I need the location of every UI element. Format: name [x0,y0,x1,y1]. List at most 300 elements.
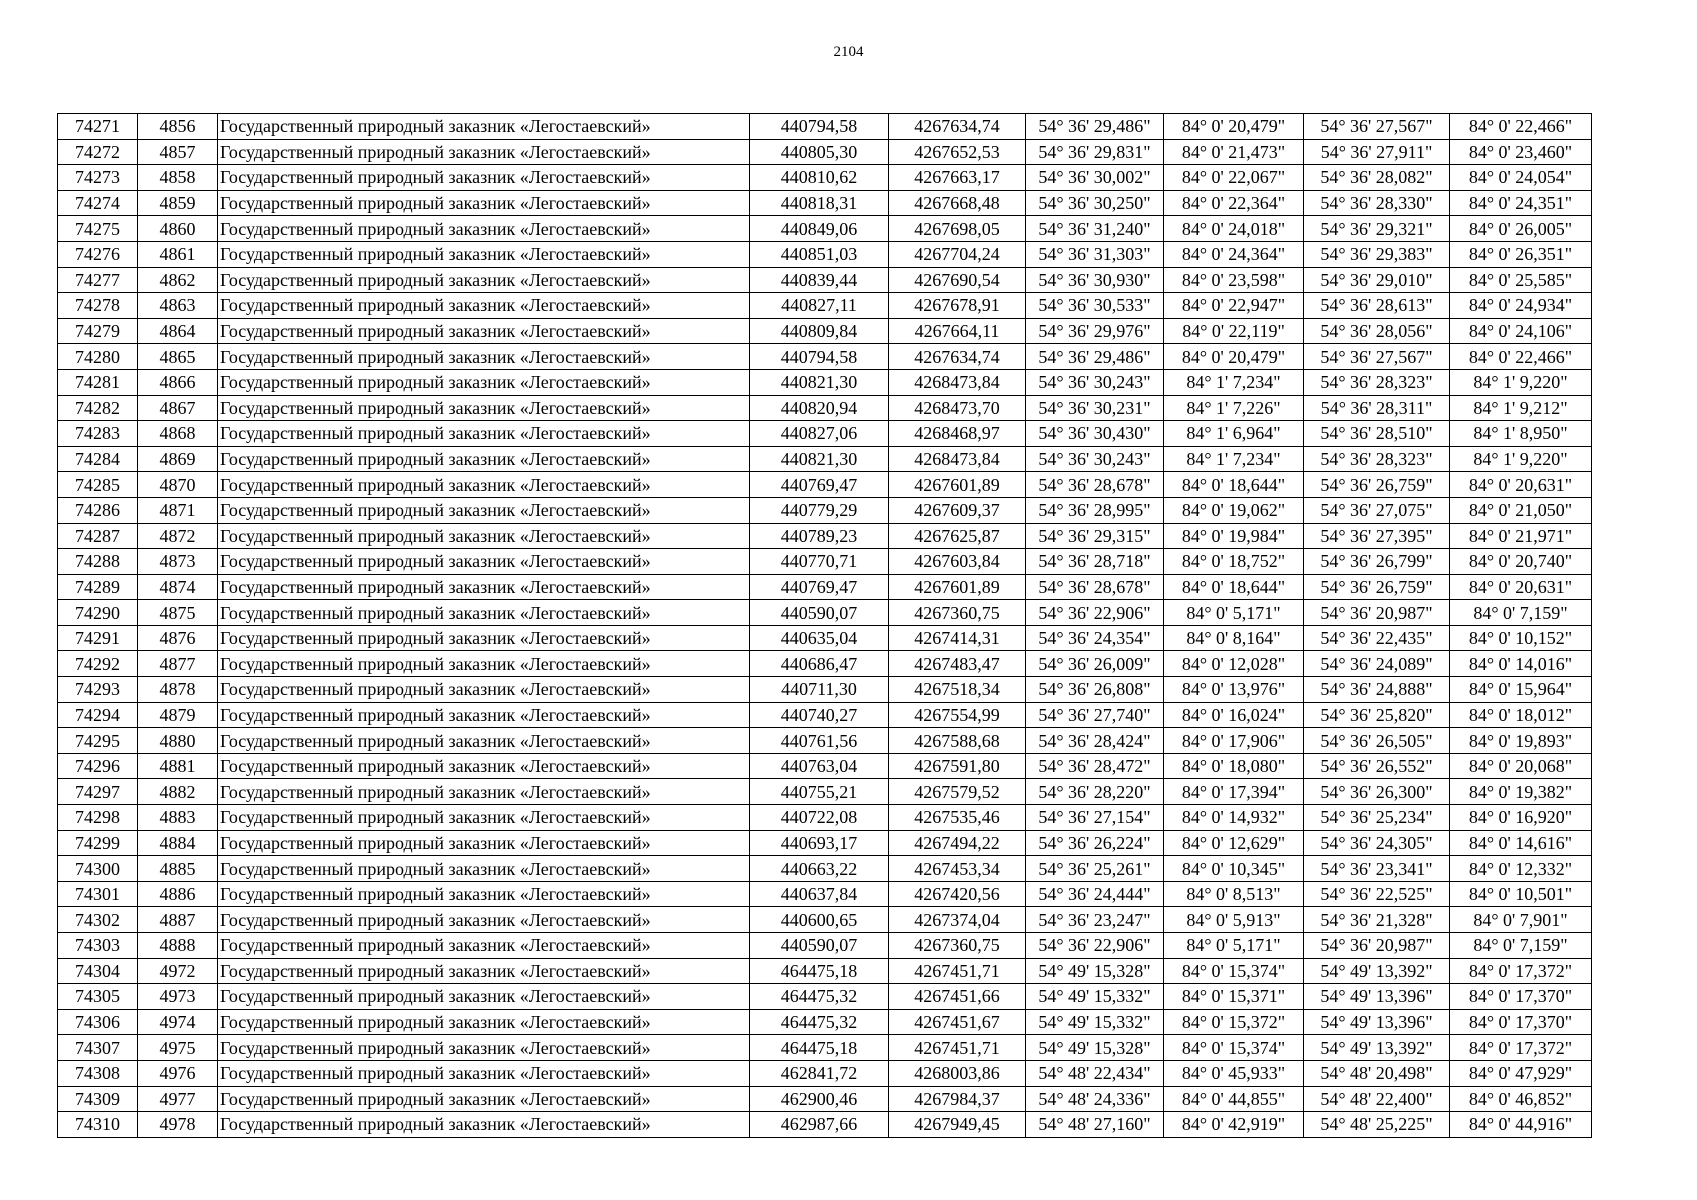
longitude-1-cell: 84° 0' 22,119" [1164,318,1304,344]
longitude-1-cell: 84° 0' 17,394" [1164,779,1304,805]
point-number-cell: 4858 [138,165,218,191]
latitude-1-cell: 54° 36' 28,678" [1026,574,1164,600]
coord-x-cell: 440794,58 [750,344,889,370]
point-number-cell: 4859 [138,190,218,216]
longitude-1-cell: 84° 0' 42,919" [1164,1112,1304,1138]
coord-y-cell: 4267664,11 [889,318,1026,344]
longitude-2-cell: 84° 0' 21,050" [1450,497,1592,523]
longitude-2-cell: 84° 0' 12,332" [1450,856,1592,882]
point-number-cell: 4867 [138,395,218,421]
coord-x-cell: 462900,46 [750,1086,889,1112]
latitude-1-cell: 54° 36' 28,678" [1026,472,1164,498]
coord-x-cell: 440805,30 [750,139,889,165]
latitude-2-cell: 54° 48' 20,498" [1304,1060,1450,1086]
coord-y-cell: 4267360,75 [889,600,1026,626]
longitude-1-cell: 84° 0' 8,164" [1164,625,1304,651]
latitude-2-cell: 54° 36' 28,613" [1304,293,1450,319]
table-row [58,907,1592,933]
object-name-cell: Государственный природный заказник «Легостаевский» [218,856,750,882]
point-number-cell: 4874 [138,574,218,600]
longitude-1-cell: 84° 0' 18,644" [1164,574,1304,600]
coord-y-cell: 4268473,70 [889,395,1026,421]
coord-x-cell: 440851,03 [750,241,889,267]
table-row [58,395,1592,421]
coord-y-cell: 4267949,45 [889,1112,1026,1138]
latitude-1-cell: 54° 36' 29,315" [1026,523,1164,549]
longitude-2-cell: 84° 0' 17,370" [1450,1009,1592,1035]
longitude-2-cell: 84° 0' 10,152" [1450,625,1592,651]
record-number-cell: 74287 [58,523,138,549]
longitude-1-cell: 84° 0' 8,513" [1164,881,1304,907]
longitude-2-cell: 84° 0' 24,054" [1450,165,1592,191]
table-row [58,1060,1592,1086]
coord-x-cell: 464475,32 [750,984,889,1010]
coord-x-cell: 440637,84 [750,881,889,907]
coord-x-cell: 440763,04 [750,753,889,779]
longitude-1-cell: 84° 0' 16,024" [1164,702,1304,728]
longitude-1-cell: 84° 0' 24,364" [1164,241,1304,267]
longitude-2-cell: 84° 0' 17,370" [1450,984,1592,1010]
latitude-2-cell: 54° 36' 24,888" [1304,677,1450,703]
coord-y-cell: 4267420,56 [889,881,1026,907]
latitude-1-cell: 54° 36' 29,486" [1026,114,1164,140]
latitude-2-cell: 54° 49' 13,392" [1304,958,1450,984]
latitude-2-cell: 54° 36' 22,435" [1304,625,1450,651]
coord-y-cell: 4268473,84 [889,369,1026,395]
coord-y-cell: 4268003,86 [889,1060,1026,1086]
table-row [58,369,1592,395]
coord-x-cell: 440711,30 [750,677,889,703]
latitude-1-cell: 54° 48' 24,336" [1026,1086,1164,1112]
coord-y-cell: 4267451,66 [889,984,1026,1010]
coord-x-cell: 440600,65 [750,907,889,933]
coord-x-cell: 440809,84 [750,318,889,344]
coord-x-cell: 440821,30 [750,446,889,472]
object-name-cell: Государственный природный заказник «Легостаевский» [218,1112,750,1138]
object-name-cell: Государственный природный заказник «Легостаевский» [218,1035,750,1061]
coord-y-cell: 4267451,71 [889,958,1026,984]
object-name-cell: Государственный природный заказник «Легостаевский» [218,881,750,907]
longitude-2-cell: 84° 1' 9,212" [1450,395,1592,421]
latitude-2-cell: 54° 36' 27,567" [1304,114,1450,140]
point-number-cell: 4888 [138,933,218,959]
latitude-1-cell: 54° 36' 28,995" [1026,497,1164,523]
coord-x-cell: 440722,08 [750,805,889,831]
record-number-cell: 74272 [58,139,138,165]
latitude-1-cell: 54° 49' 15,332" [1026,1009,1164,1035]
point-number-cell: 4860 [138,216,218,242]
longitude-1-cell: 84° 1' 7,234" [1164,446,1304,472]
longitude-2-cell: 84° 0' 7,901" [1450,907,1592,933]
longitude-1-cell: 84° 0' 22,947" [1164,293,1304,319]
table-row [58,293,1592,319]
latitude-1-cell: 54° 36' 30,243" [1026,446,1164,472]
longitude-2-cell: 84° 0' 7,159" [1450,600,1592,626]
coord-y-cell: 4267588,68 [889,728,1026,754]
record-number-cell: 74298 [58,805,138,831]
object-name-cell: Государственный природный заказник «Легостаевский» [218,805,750,831]
point-number-cell: 4871 [138,497,218,523]
latitude-2-cell: 54° 36' 28,323" [1304,446,1450,472]
object-name-cell: Государственный природный заказник «Легостаевский» [218,1060,750,1086]
object-name-cell: Государственный природный заказник «Легостаевский» [218,907,750,933]
table-row [58,600,1592,626]
latitude-1-cell: 54° 36' 24,354" [1026,625,1164,651]
object-name-cell: Государственный природный заказник «Легостаевский» [218,984,750,1010]
latitude-2-cell: 54° 36' 26,505" [1304,728,1450,754]
longitude-1-cell: 84° 0' 22,067" [1164,165,1304,191]
record-number-cell: 74278 [58,293,138,319]
longitude-2-cell: 84° 0' 10,501" [1450,881,1592,907]
coord-y-cell: 4268473,84 [889,446,1026,472]
coord-y-cell: 4267984,37 [889,1086,1026,1112]
coord-y-cell: 4267668,48 [889,190,1026,216]
longitude-2-cell: 84° 1' 8,950" [1450,421,1592,447]
point-number-cell: 4870 [138,472,218,498]
coord-y-cell: 4267414,31 [889,625,1026,651]
longitude-2-cell: 84° 1' 9,220" [1450,446,1592,472]
coordinates-table [57,113,1592,1138]
longitude-2-cell: 84° 0' 22,466" [1450,114,1592,140]
coord-y-cell: 4267591,80 [889,753,1026,779]
record-number-cell: 74297 [58,779,138,805]
longitude-2-cell: 84° 0' 18,012" [1450,702,1592,728]
point-number-cell: 4875 [138,600,218,626]
longitude-1-cell: 84° 0' 15,372" [1164,1009,1304,1035]
table-row [58,165,1592,191]
longitude-2-cell: 84° 0' 20,740" [1450,549,1592,575]
object-name-cell: Государственный природный заказник «Легостаевский» [218,958,750,984]
coord-x-cell: 440827,06 [750,421,889,447]
point-number-cell: 4973 [138,984,218,1010]
coord-y-cell: 4267601,89 [889,472,1026,498]
point-number-cell: 4877 [138,651,218,677]
latitude-1-cell: 54° 48' 22,434" [1026,1060,1164,1086]
coord-y-cell: 4267698,05 [889,216,1026,242]
table-row [58,344,1592,370]
object-name-cell: Государственный природный заказник «Легостаевский» [218,497,750,523]
object-name-cell: Государственный природный заказник «Легостаевский» [218,139,750,165]
latitude-1-cell: 54° 36' 27,154" [1026,805,1164,831]
point-number-cell: 4976 [138,1060,218,1086]
object-name-cell: Государственный природный заказник «Легостаевский» [218,523,750,549]
record-number-cell: 74306 [58,1009,138,1035]
record-number-cell: 74280 [58,344,138,370]
table-row [58,523,1592,549]
record-number-cell: 74285 [58,472,138,498]
point-number-cell: 4878 [138,677,218,703]
latitude-2-cell: 54° 36' 24,305" [1304,830,1450,856]
record-number-cell: 74281 [58,369,138,395]
point-number-cell: 4977 [138,1086,218,1112]
object-name-cell: Государственный природный заказник «Легостаевский» [218,1009,750,1035]
record-number-cell: 74271 [58,114,138,140]
object-name-cell: Государственный природный заказник «Легостаевский» [218,1086,750,1112]
longitude-1-cell: 84° 0' 23,598" [1164,267,1304,293]
table-row [58,779,1592,805]
latitude-2-cell: 54° 36' 22,525" [1304,881,1450,907]
longitude-2-cell: 84° 0' 22,466" [1450,344,1592,370]
latitude-2-cell: 54° 36' 25,820" [1304,702,1450,728]
latitude-2-cell: 54° 36' 28,056" [1304,318,1450,344]
longitude-2-cell: 84° 1' 9,220" [1450,369,1592,395]
latitude-2-cell: 54° 36' 26,300" [1304,779,1450,805]
coord-y-cell: 4267360,75 [889,933,1026,959]
point-number-cell: 4861 [138,241,218,267]
record-number-cell: 74276 [58,241,138,267]
latitude-1-cell: 54° 36' 30,250" [1026,190,1164,216]
latitude-1-cell: 54° 36' 22,906" [1026,600,1164,626]
coord-x-cell: 440789,23 [750,523,889,549]
coord-x-cell: 440821,30 [750,369,889,395]
coord-x-cell: 440663,22 [750,856,889,882]
longitude-2-cell: 84° 0' 20,068" [1450,753,1592,779]
longitude-2-cell: 84° 0' 20,631" [1450,574,1592,600]
latitude-2-cell: 54° 36' 28,510" [1304,421,1450,447]
record-number-cell: 74291 [58,625,138,651]
point-number-cell: 4885 [138,856,218,882]
table-row [58,190,1592,216]
record-number-cell: 74302 [58,907,138,933]
longitude-1-cell: 84° 0' 18,080" [1164,753,1304,779]
table-row [58,753,1592,779]
longitude-1-cell: 84° 0' 5,171" [1164,600,1304,626]
object-name-cell: Государственный природный заказник «Легостаевский» [218,753,750,779]
longitude-2-cell: 84° 0' 24,106" [1450,318,1592,344]
coord-y-cell: 4267601,89 [889,574,1026,600]
longitude-1-cell: 84° 0' 21,473" [1164,139,1304,165]
coord-x-cell: 440590,07 [750,600,889,626]
latitude-1-cell: 54° 36' 24,444" [1026,881,1164,907]
latitude-1-cell: 54° 36' 28,424" [1026,728,1164,754]
point-number-cell: 4869 [138,446,218,472]
longitude-1-cell: 84° 1' 7,226" [1164,395,1304,421]
record-number-cell: 74299 [58,830,138,856]
point-number-cell: 4975 [138,1035,218,1061]
object-name-cell: Государственный природный заказник «Легостаевский» [218,369,750,395]
latitude-1-cell: 54° 36' 27,740" [1026,702,1164,728]
coord-y-cell: 4267634,74 [889,114,1026,140]
coord-x-cell: 440590,07 [750,933,889,959]
latitude-2-cell: 54° 36' 24,089" [1304,651,1450,677]
coord-y-cell: 4267603,84 [889,549,1026,575]
longitude-2-cell: 84° 0' 16,920" [1450,805,1592,831]
latitude-1-cell: 54° 36' 31,303" [1026,241,1164,267]
object-name-cell: Государственный природный заказник «Легостаевский» [218,114,750,140]
coord-y-cell: 4267374,04 [889,907,1026,933]
latitude-1-cell: 54° 36' 30,002" [1026,165,1164,191]
table-row [58,625,1592,651]
coord-x-cell: 440769,47 [750,574,889,600]
record-number-cell: 74305 [58,984,138,1010]
coord-x-cell: 440740,27 [750,702,889,728]
longitude-2-cell: 84° 0' 46,852" [1450,1086,1592,1112]
table-row [58,549,1592,575]
point-number-cell: 4872 [138,523,218,549]
latitude-1-cell: 54° 36' 26,808" [1026,677,1164,703]
object-name-cell: Государственный природный заказник «Легостаевский» [218,395,750,421]
longitude-2-cell: 84° 0' 26,005" [1450,216,1592,242]
latitude-2-cell: 54° 36' 21,328" [1304,907,1450,933]
latitude-2-cell: 54° 49' 13,396" [1304,1009,1450,1035]
object-name-cell: Государственный природный заказник «Легостаевский» [218,293,750,319]
object-name-cell: Государственный природный заказник «Легостаевский» [218,344,750,370]
longitude-1-cell: 84° 0' 13,976" [1164,677,1304,703]
object-name-cell: Государственный природный заказник «Легостаевский» [218,728,750,754]
table-row [58,421,1592,447]
record-number-cell: 74292 [58,651,138,677]
longitude-1-cell: 84° 0' 14,932" [1164,805,1304,831]
record-number-cell: 74286 [58,497,138,523]
longitude-1-cell: 84° 0' 17,906" [1164,728,1304,754]
longitude-2-cell: 84° 0' 24,934" [1450,293,1592,319]
coord-y-cell: 4267451,67 [889,1009,1026,1035]
point-number-cell: 4876 [138,625,218,651]
point-number-cell: 4868 [138,421,218,447]
point-number-cell: 4880 [138,728,218,754]
table-row [58,881,1592,907]
longitude-2-cell: 84° 0' 7,159" [1450,933,1592,959]
latitude-1-cell: 54° 36' 28,472" [1026,753,1164,779]
point-number-cell: 4865 [138,344,218,370]
table-row [58,677,1592,703]
longitude-1-cell: 84° 0' 19,984" [1164,523,1304,549]
record-number-cell: 74307 [58,1035,138,1061]
table-row [58,856,1592,882]
record-number-cell: 74290 [58,600,138,626]
longitude-2-cell: 84° 0' 44,916" [1450,1112,1592,1138]
longitude-2-cell: 84° 0' 20,631" [1450,472,1592,498]
coord-x-cell: 464475,18 [750,958,889,984]
table-row [58,574,1592,600]
table-row [58,933,1592,959]
latitude-2-cell: 54° 48' 25,225" [1304,1112,1450,1138]
longitude-2-cell: 84° 0' 17,372" [1450,958,1592,984]
record-number-cell: 74274 [58,190,138,216]
table-row [58,241,1592,267]
latitude-1-cell: 54° 36' 30,930" [1026,267,1164,293]
object-name-cell: Государственный природный заказник «Легостаевский» [218,216,750,242]
latitude-1-cell: 54° 36' 22,906" [1026,933,1164,959]
longitude-1-cell: 84° 0' 5,913" [1164,907,1304,933]
latitude-2-cell: 54° 36' 26,799" [1304,549,1450,575]
point-number-cell: 4886 [138,881,218,907]
longitude-2-cell: 84° 0' 14,016" [1450,651,1592,677]
longitude-2-cell: 84° 0' 25,585" [1450,267,1592,293]
object-name-cell: Государственный природный заказник «Легостаевский» [218,472,750,498]
coord-y-cell: 4267535,46 [889,805,1026,831]
point-number-cell: 4879 [138,702,218,728]
table-row [58,267,1592,293]
latitude-1-cell: 54° 36' 30,243" [1026,369,1164,395]
table-row [58,805,1592,831]
coord-y-cell: 4267453,34 [889,856,1026,882]
object-name-cell: Государственный природный заказник «Легостаевский» [218,446,750,472]
longitude-2-cell: 84° 0' 47,929" [1450,1060,1592,1086]
coord-y-cell: 4267663,17 [889,165,1026,191]
longitude-2-cell: 84° 0' 23,460" [1450,139,1592,165]
coord-y-cell: 4267554,99 [889,702,1026,728]
latitude-1-cell: 54° 36' 29,831" [1026,139,1164,165]
latitude-1-cell: 54° 36' 31,240" [1026,216,1164,242]
coord-x-cell: 464475,18 [750,1035,889,1061]
latitude-1-cell: 54° 49' 15,332" [1026,984,1164,1010]
record-number-cell: 74288 [58,549,138,575]
latitude-2-cell: 54° 36' 26,759" [1304,574,1450,600]
record-number-cell: 74273 [58,165,138,191]
table-row [58,114,1592,140]
longitude-1-cell: 84° 0' 15,371" [1164,984,1304,1010]
object-name-cell: Государственный природный заказник «Легостаевский» [218,677,750,703]
record-number-cell: 74279 [58,318,138,344]
longitude-2-cell: 84° 0' 19,893" [1450,728,1592,754]
latitude-1-cell: 54° 36' 25,261" [1026,856,1164,882]
object-name-cell: Государственный природный заказник «Легостаевский» [218,241,750,267]
coord-y-cell: 4267704,24 [889,241,1026,267]
table-row [58,984,1592,1010]
latitude-2-cell: 54° 49' 13,396" [1304,984,1450,1010]
record-number-cell: 74309 [58,1086,138,1112]
record-number-cell: 74310 [58,1112,138,1138]
point-number-cell: 4972 [138,958,218,984]
object-name-cell: Государственный природный заказник «Легостаевский» [218,600,750,626]
table-row [58,702,1592,728]
latitude-1-cell: 54° 36' 26,009" [1026,651,1164,677]
latitude-2-cell: 54° 36' 28,323" [1304,369,1450,395]
record-number-cell: 74294 [58,702,138,728]
latitude-1-cell: 54° 36' 28,718" [1026,549,1164,575]
coord-x-cell: 440839,44 [750,267,889,293]
coord-y-cell: 4267690,54 [889,267,1026,293]
coord-y-cell: 4267652,53 [889,139,1026,165]
table-row [58,497,1592,523]
longitude-1-cell: 84° 0' 12,629" [1164,830,1304,856]
longitude-2-cell: 84° 0' 17,372" [1450,1035,1592,1061]
point-number-cell: 4884 [138,830,218,856]
record-number-cell: 74282 [58,395,138,421]
table-row [58,446,1592,472]
coord-x-cell: 440794,58 [750,114,889,140]
record-number-cell: 74295 [58,728,138,754]
longitude-1-cell: 84° 0' 45,933" [1164,1060,1304,1086]
latitude-2-cell: 54° 36' 28,082" [1304,165,1450,191]
object-name-cell: Государственный природный заказник «Легостаевский» [218,574,750,600]
record-number-cell: 74301 [58,881,138,907]
record-number-cell: 74296 [58,753,138,779]
table-row [58,830,1592,856]
object-name-cell: Государственный природный заказник «Легостаевский» [218,779,750,805]
object-name-cell: Государственный природный заказник «Легостаевский» [218,190,750,216]
latitude-1-cell: 54° 36' 30,430" [1026,421,1164,447]
coord-x-cell: 440755,21 [750,779,889,805]
latitude-2-cell: 54° 36' 26,759" [1304,472,1450,498]
latitude-1-cell: 54° 36' 23,247" [1026,907,1164,933]
latitude-2-cell: 54° 36' 20,987" [1304,600,1450,626]
coord-x-cell: 462841,72 [750,1060,889,1086]
longitude-1-cell: 84° 0' 15,374" [1164,1035,1304,1061]
record-number-cell: 74300 [58,856,138,882]
latitude-2-cell: 54° 36' 27,075" [1304,497,1450,523]
object-name-cell: Государственный природный заказник «Легостаевский» [218,165,750,191]
longitude-1-cell: 84° 0' 19,062" [1164,497,1304,523]
latitude-2-cell: 54° 36' 28,330" [1304,190,1450,216]
latitude-1-cell: 54° 36' 30,533" [1026,293,1164,319]
longitude-1-cell: 84° 0' 22,364" [1164,190,1304,216]
point-number-cell: 4882 [138,779,218,805]
record-number-cell: 74289 [58,574,138,600]
point-number-cell: 4863 [138,293,218,319]
point-number-cell: 4856 [138,114,218,140]
